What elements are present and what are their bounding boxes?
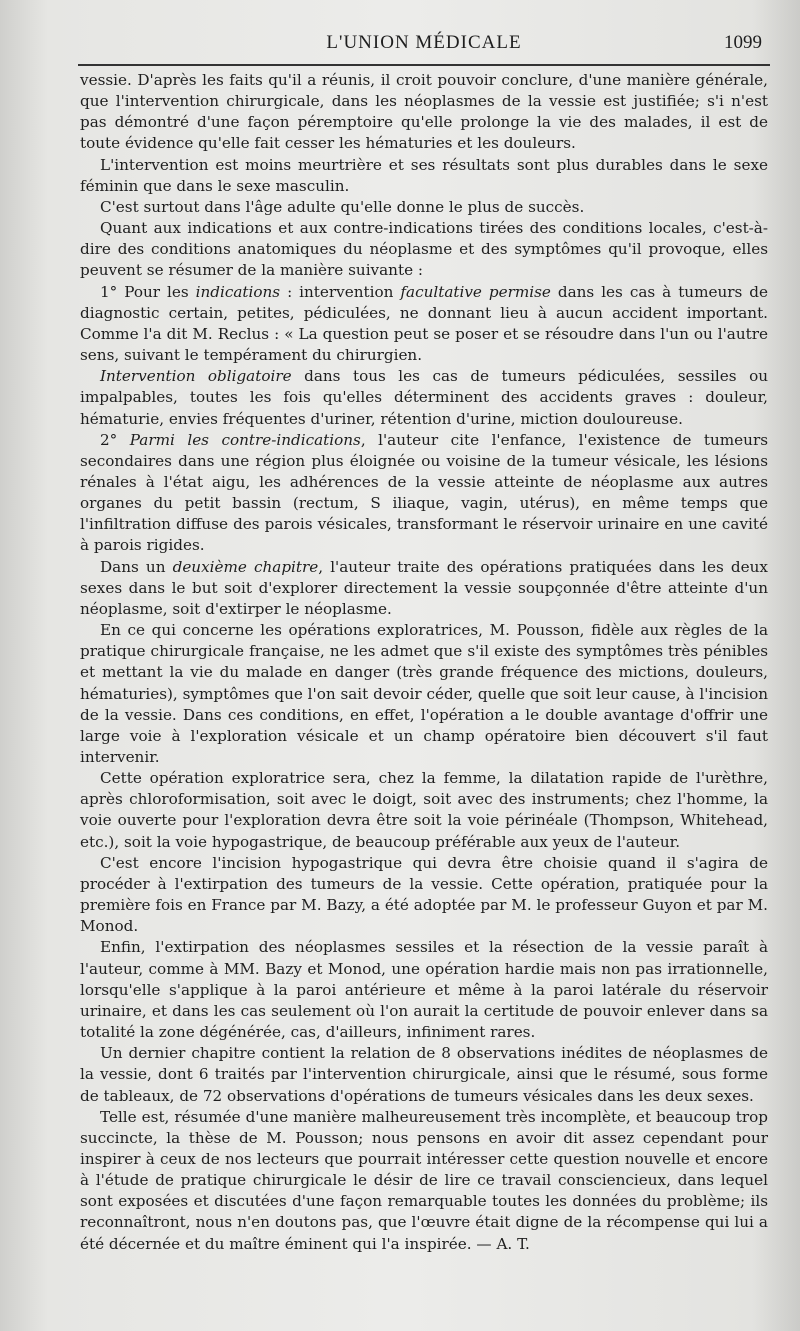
paragraph: 1° Pour les indications : intervention facultative permise dans les cas à tumeurs de diagnostic certain, petites, pédiculées, ne donnant lieu à aucun accident important. Comme l'a dit M. Reclus : « La question peut se poser et se résoudre dans l'un ou l'autre sens, suivant le tempérament du chirurgien. bbox=[80, 282, 768, 365]
paragraph: Quant aux indications et aux contre-indications tirées des conditions locales, c'est-à-dire des conditions anatomiques du néoplasme et des symptômes qu'il provoque, elles peuvent se résumer de la manière suivante : bbox=[80, 219, 768, 280]
paragraph: C'est surtout dans l'âge adulte qu'elle donne le plus de succès. bbox=[100, 197, 585, 216]
paragraph: 2° Parmi les contre-indications, l'auteur cite l'enfance, l'existence de tumeurs secondaires dans une région plus éloignée ou voisine de la tumeur vésicale, les lésions rénales à l'état aigu, les adhérences de la vessie atteinte de néoplasme aux autres organes du petit bassin (rectum, S iliaque, vagin, utérus), en même temps que l'infiltration diffuse des parois vésicales, transformant le réservoir urinaire en une cavité à parois rigides. bbox=[80, 430, 769, 555]
article-body bbox=[80, 70, 768, 1255]
paragraph: Un dernier chapitre contient la relation de 8 observations inédites de néoplasmes de la vessie, dont 6 traités par l'intervention chirurgicale, ainsi que le résumé, sous forme de tableaux, de 72 observations d'opérations de tumeurs vésicales dans les deux sexes. bbox=[80, 1044, 768, 1105]
page-header bbox=[78, 30, 770, 66]
running-title: L'UNION MÉDICALE bbox=[326, 32, 522, 53]
paragraph: Telle est, résumée d'une manière malheureusement très incomplète, et beaucoup trop succincte, la thèse de M. Pousson; nous pensons en avoir dit assez cependant pour inspirer à ceux de nos lecteurs que pourrait intéresser cette question nouvelle et encore à l'étude de pratique chirurgicale le désir de lire ce travail consciencieux, dans lequel sont exposées et discutées d'une façon remarquable toutes les données du problème; ils reconnaîtront, nous n'en doutons pas, que l'œuvre était digne de la récompense qui lui a été décernée et du maître éminent qui l'a inspirée. — A. T. bbox=[80, 1107, 768, 1253]
paragraph: Cette opération exploratrice sera, chez la femme, la dilatation rapide de l'urèthre, après chloroformisation, soit avec le doigt, soit avec des instruments; chez l'homme, la voie ouverte pour l'exploration devra être soit la voie périnéale (Thompson, Whitehead, etc.), soit la voie hypogastrique, de beaucoup préférable aux yeux de l'auteur. bbox=[80, 769, 768, 851]
paragraph: C'est encore l'incision hypogastrique qui devra être choisie quand il s'agira de procéder à l'extirpation des tumeurs de la vessie. Cette opération, pratiquée pour la première fois en France par M. Bazy, a été adoptée par M. le professeur Guyon et par M. Monod. bbox=[80, 853, 768, 936]
paragraph: Dans un deuxième chapitre, l'auteur traite des opérations pratiquées dans les deux sexes dans le but soit d'explorer directement la vessie soupçonnée d'être atteinte d'un néoplasme, soit d'extirper le néoplasme. bbox=[80, 557, 768, 618]
paragraph: vessie. D'après les faits qu'il a réunis, il croit pouvoir conclure, d'une manière générale, que l'intervention chirurgicale, dans les néoplasmes de la vessie est justifiée; s'i n'est pas démontré d'une façon péremptoire qu'elle prolonge la vie des malades, il est de toute évidence qu'elle fait cesser les hématuries et les douleurs. bbox=[80, 71, 768, 153]
paragraph: En ce qui concerne les opérations exploratrices, M. Pousson, fidèle aux règles de la pratique chirurgicale française, ne les admet que s'il existe des symptômes très pénibles et mettant la vie du malade en danger (très grande fréquence des mictions, douleurs, hématuries), symptômes que l'on sait devoir céder, quelle que soit leur cause, à l'incision de la vessie. Dans ces conditions, en effet, l'opération a le double avantage d'offrir une large voie à l'exploration vésicale et un champ opératoire bien découvert s'il faut intervenir. bbox=[80, 621, 768, 766]
paragraph: Intervention obligatoire dans tous les cas de tumeurs pédiculées, sessiles ou impalpables, toutes les fois qu'elles déterminent des accidents graves : douleur, hématurie, envies fréquentes d'uriner, rétention d'urine, miction douloureuse. bbox=[80, 367, 768, 428]
paragraph: L'intervention est moins meurtrière et ses résultats sont plus durables dans le sexe féminin que dans le sexe masculin. bbox=[80, 155, 768, 195]
paragraph: Enfin, l'extirpation des néoplasmes sessiles et la résection de la vessie paraît à l'auteur, comme à MM. Bazy et Monod, une opération hardie mais non pas irrationnelle, lorsqu'elle s'applique à la paroi antérieure et même à la paroi latérale du réservoir urinaire, et dans les cas seulement où l'on aurait la certitude de pouvoir enlever dans sa totalité la zone dégénérée, cas, d'ailleurs, infiniment rares. bbox=[80, 938, 768, 1042]
page-number: 1099 bbox=[724, 32, 762, 53]
